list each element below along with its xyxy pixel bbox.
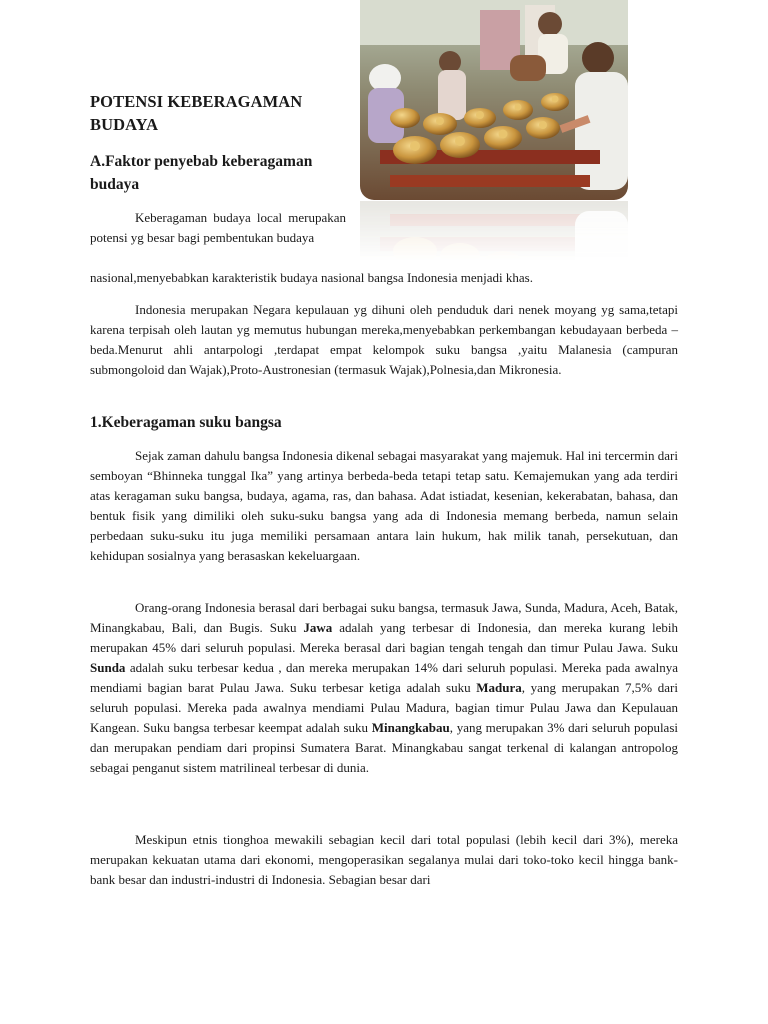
paragraph-kepulauan: Indonesia merupakan Negara kepulauan yg dihuni oleh penduduk dari nenek moyang yg sama,tetapi karena terpisah oleh lautan yg memutus hubungan mereka,menyebabkan perkembangan kebudayaan berbeda – beda.Menurut ahli antarpologi ,terdapat empat kelompok suku bangsa ,yaitu Malanesia (campuran submongoloid dan Wajak),Proto-Austronesian (termasuk Wajak),Polnesia,dan Mikronesia. — [90, 302, 678, 377]
photo-reflection-icon — [360, 201, 628, 261]
intro-paragraph: Keberagaman budaya local merupakan potensi yg besar bagi pembentukan budaya — [90, 210, 346, 245]
text-run: adalah yang terbesar di Indonesia, dan mereka kurang lebih merupakan 45% dari seluruh populasi. Mereka berasal dari bagian tengah tengah dan timur Pulau Jawa. Suku — [90, 620, 678, 655]
gamelan-photo-icon — [360, 0, 628, 200]
paragraph-tionghoa: Meskipun etnis tionghoa mewakili sebagian kecil dari total populasi (lebih kecil dari 3%), mereka merupakan kekuatan utama dari ekonomi, mengoperasikan segalanya mulai dari toko-toko kecil hingga bank-bank besar dan industri-industri di Indonesia. Sebagian besar dari — [90, 832, 678, 887]
section-heading-faktor: A.Faktor penyebab keberagaman budaya — [90, 153, 313, 193]
paragraph-suku-bangsa-list — [90, 598, 678, 778]
bold-term-jawa: Jawa — [303, 620, 333, 635]
paragraph-majemuk: Sejak zaman dahulu bangsa Indonesia dikenal sebagai masyarakat yang majemuk. Hal ini tercermin dari semboyan “Bhinneka tunggal Ika” yang artinya berbeda-beda tetapi tetap satu. Kemajemukan yang ada terdiri atas keragaman suku bangsa, budaya, agama, ras, dan bahasa. Adat istiadat, kesenian, kekerabatan, bahasa, dan bentuk fisik yang dimiliki oleh suku-suku bangsa yang ada di Indonesia memang berbeda, namun selain perbedaan suku-suku itu juga memiliki persamaan antara lain hukum, hak milik tanah, persekutuan, dan kehidupan sosialnya yang berasaskan kekeluargaan. — [90, 448, 678, 563]
intro-paragraph-continuation: nasional,menyebabkan karakteristik budaya nasional bangsa Indonesia menjadi khas. — [90, 270, 533, 285]
text-run: adalah suku terbesar kedua , dan mereka merupakan 14% dari seluruh populasi. Mereka pada awalnya mendiami bagian barat Pulau Jawa. Suku terbesar ketiga adalah suku — [90, 660, 678, 695]
section-heading-suku-bangsa: 1.Keberagaman suku bangsa — [90, 414, 282, 431]
text-run: , yang merupakan 7,5% dari seluruh populasi. Mereka pada awalnya mendiami Pulau Madura, bagian timur Pulau Jawa dan Kepulauan Kangean. Suku bangsa terbesar keempat adalah suku — [90, 680, 678, 735]
bold-term-madura: Madura — [476, 680, 522, 695]
bold-term-minangkabau: Minangkabau — [371, 720, 450, 735]
page-title: POTENSI KEBERAGAMAN BUDAYA — [90, 92, 303, 134]
text-run: , yang merupakan 3% dari seluruh populasi dan merupakan pendiam dari propinsi Sumatera Barat. Minangkabau sangat terkenal di kalangan antropolog sebagai penganut sistem matrilineal terbesar di dunia. — [90, 720, 678, 775]
gamelan-photo — [360, 0, 628, 200]
bold-term-sunda: Sunda — [90, 660, 126, 675]
text-run: Orang-orang Indonesia berasal dari berbagai suku bangsa, termasuk Jawa, Sunda, Madura, Aceh, Batak, Minangkabau, Bali, dan Bugis. Suku — [90, 600, 678, 635]
photo-reflection — [360, 201, 628, 261]
